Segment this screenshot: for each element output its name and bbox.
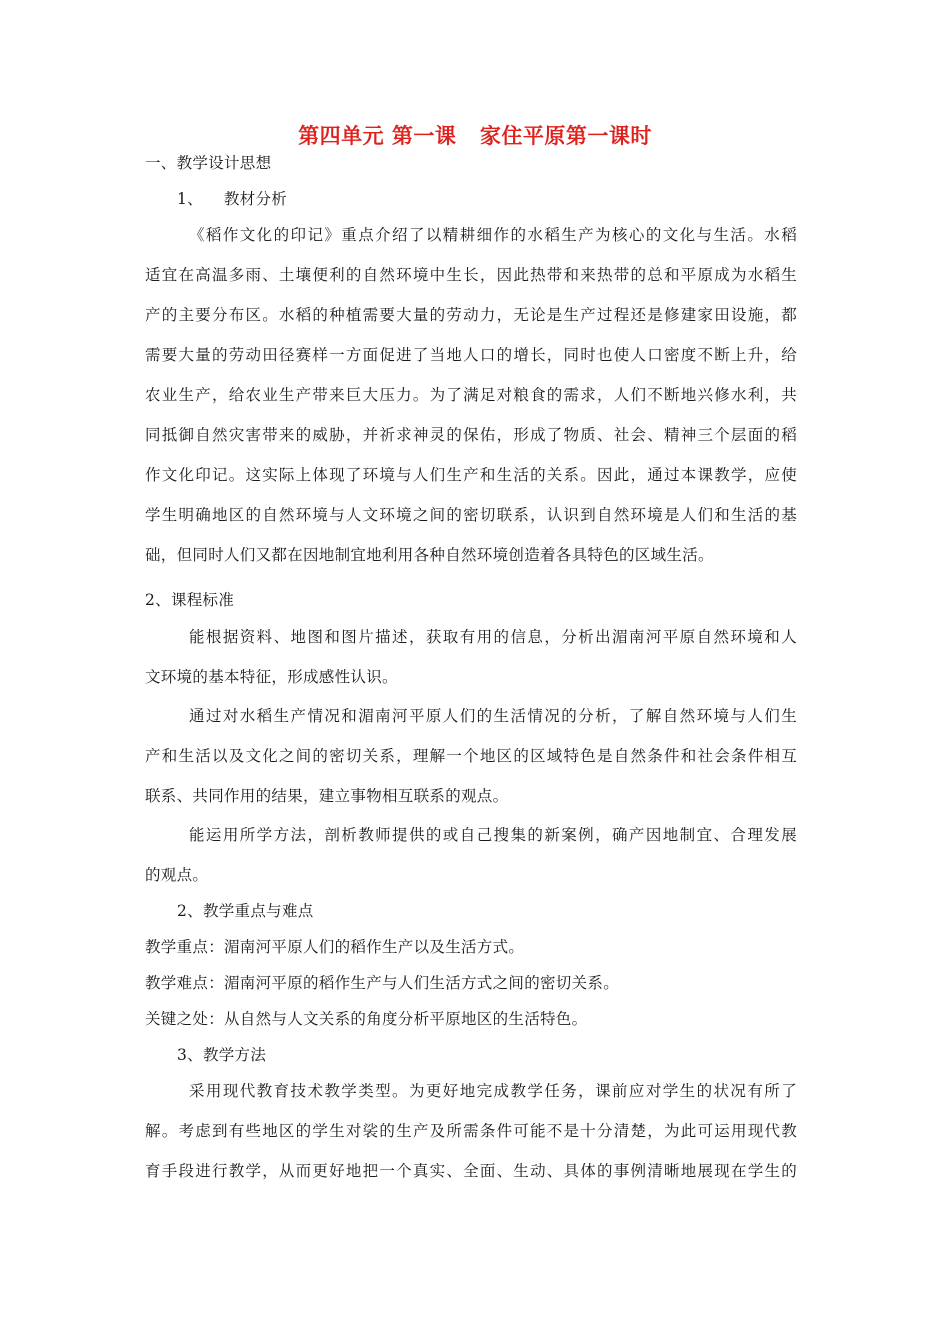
paragraph-line: 能运用所学方法，剖析教师提供的或自己搜集的新案例，确产因地制宜、合理发展 bbox=[189, 826, 797, 844]
subsection-heading: 3、教学方法 bbox=[177, 1046, 267, 1064]
subsection-heading: 1、 教材分析 bbox=[177, 190, 288, 208]
paragraph-line: 文环境的基本特征，形成感性认识。 bbox=[145, 668, 398, 686]
paragraph-line: 学生明确地区的自然环境与人文环境之间的密切联系，认识到自然环境是人们和生活的基 bbox=[145, 506, 797, 524]
paragraph-line: 础，但同时人们又都在因地制宜地利用各种自然环境创造着各具特色的区域生活。 bbox=[145, 546, 714, 564]
paragraph-line: 需要大量的劳动田径赛样一方面促进了当地人口的增长，同时也使人口密度不断上升，给 bbox=[145, 346, 797, 364]
paragraph-line: 通过对水稻生产情况和湄南河平原人们的生活情况的分析，了解自然环境与人们生 bbox=[189, 707, 797, 725]
key-point-line: 教学重点：湄南河平原人们的稻作生产以及生活方式。 bbox=[145, 938, 525, 956]
paragraph-line: 联系、共同作用的结果，建立事物相互联系的观点。 bbox=[145, 787, 509, 805]
paragraph-line: 作文化印记。这实际上体现了环境与人们生产和生活的关系。因此，通过本课教学，应使 bbox=[145, 466, 797, 484]
subsection-heading: 2、课程标准 bbox=[145, 591, 235, 609]
paragraph-line: 适宜在高温多雨、土壤便利的自然环境中生长，因此热带和来热带的总和平原成为水稻生 bbox=[145, 266, 797, 284]
paragraph-line: 的观点。 bbox=[145, 866, 209, 884]
key-place-line: 关键之处：从自然与人文关系的角度分析平原地区的生活特色。 bbox=[145, 1010, 588, 1028]
paragraph-line: 能根据资料、地图和图片描述，获取有用的信息，分析出湄南河平原自然环境和人 bbox=[189, 628, 797, 646]
document-title: 第四单元 第一课 家住平原第一课时 bbox=[298, 123, 652, 148]
section-heading: 一、教学设计思想 bbox=[145, 154, 272, 172]
paragraph-line: 采用现代教育技术教学类型。为更好地完成教学任务，课前应对学生的状况有所了 bbox=[189, 1082, 797, 1100]
paragraph-line: 同抵御自然灾害带来的威胁，并祈求神灵的保佑，形成了物质、社会、精神三个层面的稻 bbox=[145, 426, 797, 444]
subsection-heading: 2、教学重点与难点 bbox=[177, 902, 314, 920]
paragraph-line: 农业生产，给农业生产带来巨大压力。为了满足对粮食的需求，人们不断地兴修水利，共 bbox=[145, 386, 797, 404]
paragraph-line: 产的主要分布区。水稻的种植需要大量的劳动力，无论是生产过程还是修建家田设施，都 bbox=[145, 306, 797, 324]
paragraph-line: 产和生活以及文化之间的密切关系，理解一个地区的区域特色是自然条件和社会条件相互 bbox=[145, 747, 797, 765]
paragraph-line: 解。考虑到有些地区的学生对裟的生产及所需条件可能不是十分清楚，为此可运用现代教 bbox=[145, 1122, 797, 1140]
difficulty-line: 教学难点：湄南河平原的稻作生产与人们生活方式之间的密切关系。 bbox=[145, 974, 620, 992]
paragraph-line: 《稻作文化的印记》重点介绍了以精耕细作的水稻生产为核心的文化与生活。水稻 bbox=[189, 226, 797, 244]
paragraph-line: 育手段进行教学，从而更好地把一个真实、全面、生动、具体的事例清晰地展现在学生的 bbox=[145, 1162, 797, 1180]
